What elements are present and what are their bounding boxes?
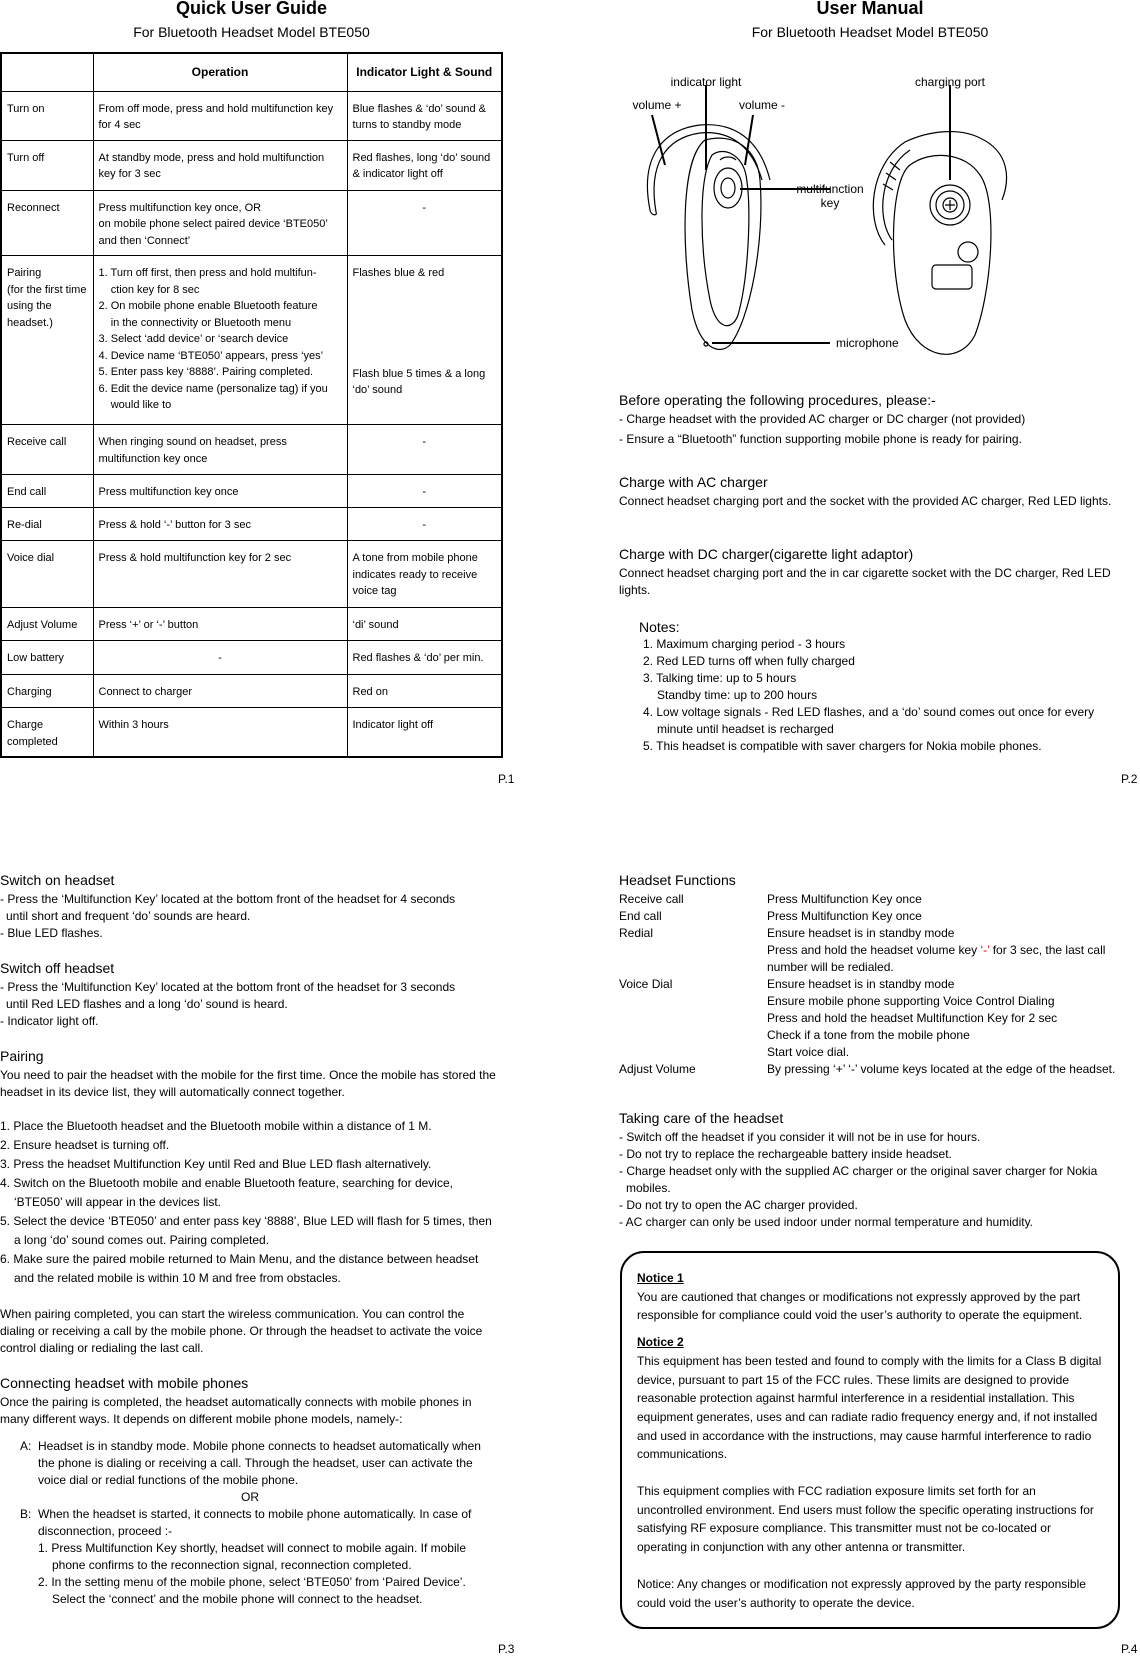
function-row: [619, 925, 1119, 976]
care-heading: Taking care of the headset: [619, 1110, 784, 1126]
function-key: Redial: [619, 926, 654, 940]
function-key: End call: [619, 909, 662, 923]
page1-number: P.1: [498, 772, 515, 786]
page3-content: [0, 872, 500, 1608]
function-key: Receive call: [619, 892, 684, 906]
row-indicator: Blue flashes & ‘do’ sound & turns to standby mode: [347, 91, 502, 140]
pairing-heading: Pairing: [0, 1048, 44, 1064]
page2-dc-section: [619, 546, 1119, 599]
function-value: Ensure headset is in standby mode: [767, 926, 955, 940]
before-line: - Charge headset with the provided AC charger or DC charger (not provided): [619, 412, 1026, 426]
connecting-intro: Once the pairing is completed, the headset automatically connects with mobile phones in many different ways. It depends on different mobile phone models, namely-:: [0, 1395, 472, 1426]
functions-heading: Headset Functions: [619, 872, 736, 888]
table-row: [1, 140, 502, 190]
row-indicator: [347, 256, 502, 425]
ac-text: Connect headset charging port and the socket with the provided AC charger, Red LED lights.: [619, 494, 1112, 508]
page4-number: P.4: [1121, 1642, 1138, 1656]
redial-post: for 3 sec, the last call number will be redialed.: [767, 943, 1106, 974]
switch-on-line: - Blue LED flashes.: [0, 926, 103, 940]
pairing-step: 3. Press the headset Multifunction Key until Red and Blue LED flash alternatively.: [0, 1157, 432, 1171]
note-item: Standby time: up to 200 hours: [657, 688, 818, 702]
row-indicator: -: [347, 425, 502, 475]
quick-guide-table: [0, 52, 503, 758]
notice1-title: Notice 1: [637, 1271, 684, 1285]
row-action: Pairing (for the first time using the headset.): [1, 256, 93, 425]
function-key: Adjust Volume: [619, 1062, 696, 1076]
row-indicator: ‘di’ sound: [347, 608, 502, 641]
label-volume-minus: volume -: [738, 98, 786, 112]
row-indicator: -: [347, 508, 502, 541]
option-or: OR: [241, 1490, 259, 1504]
row-indicator: A tone from mobile phone indicates ready to receive voice tag: [347, 541, 502, 608]
care-line: - Do not try to replace the rechargeable battery inside headset.: [619, 1147, 952, 1161]
table-header-cell: [1, 53, 93, 91]
function-row: [619, 908, 1119, 925]
option-b-label: B:: [20, 1507, 32, 1521]
row-indicator: Red on: [347, 675, 502, 708]
function-value: Press Multifunction Key once: [767, 892, 922, 906]
row-action: Turn on: [1, 91, 93, 140]
page3-number: P.3: [498, 1642, 515, 1656]
switch-on-line: - Press the ‘Multifunction Key’ located at the bottom front of the headset for 4 seconds: [0, 892, 456, 906]
row-indicator: -: [347, 475, 502, 508]
row-indicator: -: [347, 190, 502, 256]
pairing-intro: You need to pair the headset with the mobile for the first time. Once the mobile has stored the headset in its device list, they will automatically connect together.: [0, 1068, 496, 1099]
option-a-label: A:: [20, 1439, 32, 1453]
function-value: Press Multifunction Key once: [767, 909, 922, 923]
table-row: [1, 541, 502, 608]
option-b-step: 1. Press Multifunction Key shortly, headset will connect to mobile again. If mobile phone confirms to the reconnection signal, reconnection completed.: [38, 1541, 466, 1572]
note-item: 5. This headset is compatible with saver chargers for Nokia mobile phones.: [643, 739, 1042, 753]
care-line: - AC charger can only be used indoor under normal temperature and humidity.: [619, 1215, 1034, 1229]
switch-off-line: - Indicator light off.: [0, 1014, 99, 1028]
table-row: [1, 508, 502, 541]
page2-subtitle: For Bluetooth Headset Model BTE050: [751, 24, 989, 40]
row-operation: When ringing sound on headset, press multifunction key once: [93, 425, 347, 475]
switch-on-heading: Switch on headset: [0, 872, 115, 888]
table-row: [1, 475, 502, 508]
note-item: 3. Talking time: up to 5 hours: [643, 671, 797, 685]
table-row: [1, 190, 502, 256]
row-action: End call: [1, 475, 93, 508]
row-action: Turn off: [1, 140, 93, 190]
switch-on-line: until short and frequent ‘do’ sounds are heard.: [6, 909, 251, 923]
function-row: [619, 976, 1119, 1061]
redial-pre: Press and hold the headset volume key: [767, 943, 981, 957]
page2-title: User Manual: [816, 0, 924, 18]
pairing-step: 1. Place the Bluetooth headset and the Bluetooth mobile within a distance of 1 M.: [0, 1119, 432, 1133]
label-microphone: microphone: [836, 336, 899, 350]
row-indicator: Indicator light off: [347, 708, 502, 758]
switch-off-heading: Switch off headset: [0, 960, 115, 976]
pairing-outro: When pairing completed, you can start the wireless communication. You can control the dialing or receiving a call by the mobile phone. Or through the headset to activate the voice control dialing or redialing the last call.: [0, 1307, 483, 1355]
row-action: Voice dial: [1, 541, 93, 608]
diagram-leader-lines: [652, 85, 950, 343]
row-action: Low battery: [1, 641, 93, 675]
pairing-step: 6. Make sure the paired mobile returned to Main Menu, and the distance between headset and the related mobile is within 10 M and free from obstacles.: [0, 1252, 479, 1285]
label-multifunction-key: multifunction: [796, 182, 864, 196]
note-item: 4. Low voltage signals - Red LED flashes, and a ‘do’ sound comes out once for every minute until headset is recharged: [643, 705, 1095, 736]
row-action: Re-dial: [1, 508, 93, 541]
connecting-heading: Connecting headset with mobile phones: [0, 1375, 249, 1391]
notes-heading: Notes:: [639, 619, 680, 635]
ac-heading: Charge with AC charger: [619, 474, 768, 490]
switch-off-line: - Press the ‘Multifunction Key’ located at the bottom front of the headset for 3 seconds: [0, 980, 456, 994]
option-b-step: 2. In the setting menu of the mobile phone, select ‘BTE050’ from ‘Paired Device’. Select the ‘connect’ and the mobile phone will connect to the headset.: [38, 1575, 466, 1606]
care-line: - Charge headset only with the supplied AC charger or the original saver charger for Nokia mobiles.: [619, 1164, 1098, 1195]
row-operation: -: [93, 641, 347, 675]
function-value: [767, 942, 1119, 976]
row-operation: Press & hold ‘-’ button for 3 sec: [93, 508, 347, 541]
pairing-steps: 1. Turn off first, then press and hold multifun- ction key for 8 sec 2. On mobile phone enable Bluetooth feature in the connectivity or Bluetooth menu 3. Select ‘add device’ or ‘search device 4. Device name ‘BTE050’ appears, press ‘yes’ 5. Enter pass key ‘8888’. Pairing completed. 6. Edit the device name (personalize tag) if you would like to: [98, 267, 328, 411]
function-value: Press and hold the headset Multifunction Key for 2 sec: [767, 1011, 1058, 1025]
page2-ac-section: [619, 474, 1119, 510]
label-charging-port: charging port: [914, 75, 986, 89]
table-header-cell: Indicator Light & Sound: [347, 53, 502, 91]
volume-minus-key: ‘-’: [980, 943, 990, 957]
page4-care: [619, 1110, 1119, 1231]
row-operation: [93, 256, 347, 425]
note-item: 2. Red LED turns off when fully charged: [643, 654, 855, 668]
dc-heading: Charge with DC charger(cigarette light adaptor): [619, 546, 914, 562]
care-line: - Do not try to open the AC charger provided.: [619, 1198, 858, 1212]
before-line: - Ensure a “Bluetooth” function supporting mobile phone is ready for pairing.: [619, 432, 1022, 446]
headset-side-illustration: [873, 132, 1006, 355]
table-header-row: [1, 53, 502, 91]
row-operation: Press multifunction key once, OR on mobile phone select paired device ‘BTE050’ and then ‘Connect’: [93, 190, 347, 256]
option-b-text: When the headset is started, it connects to mobile phone automatically. In case of disconnection, proceed :-: [38, 1507, 472, 1538]
table-header-cell: Operation: [93, 53, 347, 91]
row-action: Adjust Volume: [1, 608, 93, 641]
row-operation: From off mode, press and hold multifunction key for 4 sec: [93, 91, 347, 140]
page1-title: Quick User Guide: [175, 0, 328, 18]
switch-off-line: until Red LED flashes and a long ‘do’ sound is heard.: [6, 997, 288, 1011]
pairing-step: 5. Select the device ‘BTE050’ and enter pass key ‘8888’, Blue LED will flash for 5 times, then a long ‘do’ sound comes out. Pairing completed.: [0, 1214, 492, 1247]
pairing-step: 4. Switch on the Bluetooth mobile and enable Bluetooth feature, searching for device, ‘BTE050’ will appear in the devices list.: [0, 1176, 453, 1209]
notice1-text: You are cautioned that changes or modifications not expressly approved by the part responsible for compliance could void the user’s authority to operate the equipment.: [637, 1289, 1083, 1323]
page2-number: P.2: [1121, 772, 1138, 786]
row-action: Charging: [1, 675, 93, 708]
row-indicator: Red flashes, long ‘do’ sound & indicator light off: [347, 140, 502, 190]
function-key: Voice Dial: [619, 977, 673, 991]
fcc-notice-box: [620, 1251, 1120, 1629]
table-row: [1, 91, 502, 140]
notice2-title: Notice 2: [637, 1335, 684, 1350]
row-action: Reconnect: [1, 190, 93, 256]
dc-text: Connect headset charging port and the in car cigarette socket with the DC charger, Red LED lights.: [619, 566, 1111, 597]
table-row: [1, 256, 502, 425]
pairing-indicator-bottom: Flash blue 5 times & a long ‘do’ sound: [352, 367, 486, 396]
care-line: - Switch off the headset if you consider it will not be in use for hours.: [619, 1130, 981, 1144]
table-row: [1, 641, 502, 675]
row-operation: At standby mode, press and hold multifunction key for 3 sec: [93, 140, 347, 190]
row-operation: Press & hold multifunction key for 2 sec: [93, 541, 347, 608]
page1-subtitle: For Bluetooth Headset Model BTE050: [133, 24, 370, 40]
table-row: [1, 675, 502, 708]
note-item: 1. Maximum charging period - 3 hours: [643, 637, 846, 651]
table-row: [1, 425, 502, 475]
function-row: [619, 891, 1119, 908]
label-multifunction-key-line2: key: [820, 196, 840, 210]
row-operation: Connect to charger: [93, 675, 347, 708]
row-operation: Within 3 hours: [93, 708, 347, 758]
notice2-text: This equipment has been tested and found to comply with the limits for a Class B digital device, pursuant to part 15 of the FCC rules. These limits are designed to provide reasonable protection against harmful interference in a residential installation. This equipment generates, uses and can radiate radio frequency energy and, if not installed and used in accordance with the instructions, may cause harmful interference to radio communications.: [637, 1353, 1102, 1462]
page4-functions: [619, 872, 1119, 1078]
label-volume-plus: volume +: [632, 98, 682, 112]
rf-exposure-text: This equipment complies with FCC radiation exposure limits set forth for an uncontrolled environment. End users must follow the specific operating instructions for satisfying RF exposure compliance. This transmitter must not be co-located or operating in conjunction with any other antenna or transmitter.: [637, 1484, 1094, 1555]
pairing-steps-list: [0, 1117, 500, 1288]
row-operation: Press ‘+’ or ‘-’ button: [93, 608, 347, 641]
function-row: [619, 1061, 1119, 1078]
before-heading: Before operating the following procedures, please:-: [619, 392, 936, 408]
headset-diagram: [620, 70, 1120, 370]
table-row: [1, 608, 502, 641]
pairing-step: 2. Ensure headset is turning off.: [0, 1138, 170, 1152]
function-value: Ensure headset is in standby mode: [767, 977, 955, 991]
pairing-indicator-top: Flashes blue & red: [352, 267, 445, 279]
row-operation: Press multifunction key once: [93, 475, 347, 508]
function-value: Ensure mobile phone supporting Voice Control Dialing: [767, 994, 1055, 1008]
row-action: Receive call: [1, 425, 93, 475]
function-value: Start voice dial.: [767, 1045, 850, 1059]
page2-before-section: [619, 392, 1119, 448]
label-indicator-light: indicator light: [670, 75, 742, 89]
row-indicator: Red flashes & ‘do’ per min.: [347, 641, 502, 675]
function-value: Check if a tone from the mobile phone: [767, 1028, 970, 1042]
row-action: Charge completed: [1, 708, 93, 758]
option-a-text: Headset is in standby mode. Mobile phone connects to headset automatically when the phone is dialing or receiving a call. Through the headset, user can activate the voice dial or redial functions of the mobile phone.: [38, 1439, 481, 1487]
table-row: [1, 708, 502, 758]
final-notice-text: Notice: Any changes or modification not expressly approved by the party responsible could void the user’s authority to operate the device.: [637, 1576, 1086, 1610]
page2-notes: [639, 619, 1109, 755]
function-value: By pressing ‘+’ ‘-’ volume keys located at the edge of the headset.: [767, 1062, 1116, 1076]
headset-front-illustration: [647, 125, 770, 350]
